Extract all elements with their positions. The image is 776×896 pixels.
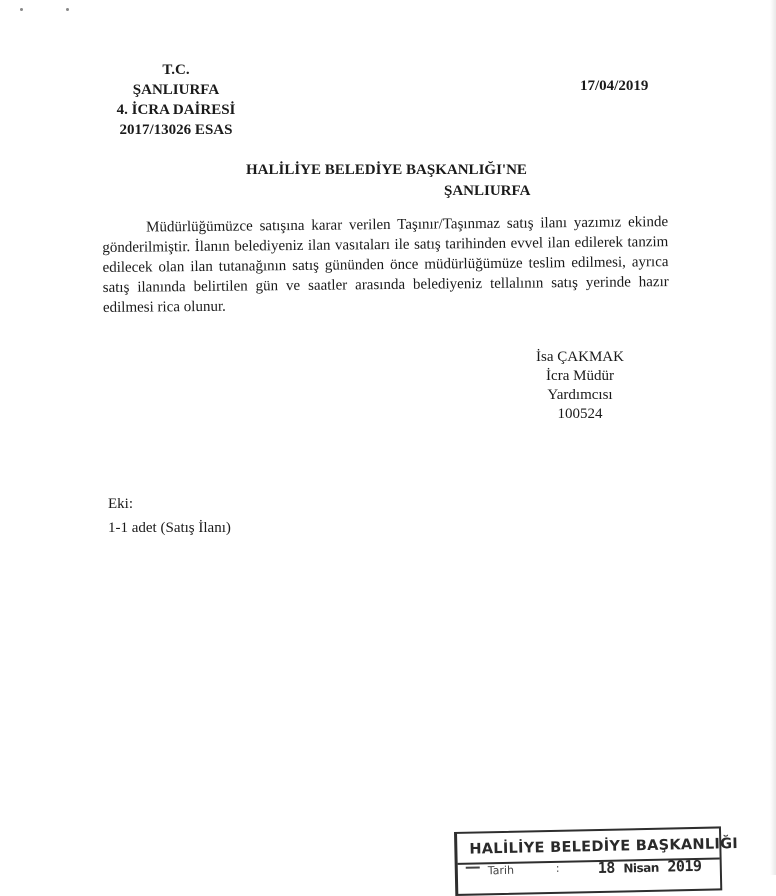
header-line-tc: T.C. <box>162 62 190 78</box>
attachment-item: 1-1 adet (Satış İlanı) <box>108 520 231 536</box>
stamp-date <box>598 857 702 877</box>
attachments-section <box>108 492 231 540</box>
scan-speck <box>66 8 69 11</box>
document-date: 17/04/2019 <box>580 78 649 94</box>
stamp-date-label: Tarih <box>487 863 515 878</box>
signature-block <box>518 348 642 424</box>
signer-number: 100524 <box>557 406 603 422</box>
signer-name: İsa ÇAKMAK <box>536 349 624 365</box>
scan-speck <box>20 8 23 11</box>
addressee-city: ŞANLIURFA <box>444 183 531 199</box>
signer-title: İcra Müdür Yardımcısı <box>546 368 614 403</box>
stamp-tick-mark <box>466 866 480 868</box>
letter-body <box>102 212 669 318</box>
header-line-office: 4. İCRA DAİRESİ <box>116 102 236 118</box>
header-line-city: ŞANLIURFA <box>132 82 220 98</box>
stamp-month: Nisan <box>623 860 659 876</box>
stamp-day: 18 <box>597 858 616 877</box>
issuer-header <box>100 60 252 140</box>
received-stamp <box>454 826 739 896</box>
attachments-label: Eki: <box>108 496 133 512</box>
stamp-title: HALİLİYE BELEDİYE BAŞKANLIĞI <box>469 836 739 858</box>
addressee-name: HALİLİYE BELEDİYE BAŞKANLIĞI'NE <box>246 162 527 178</box>
addressee <box>246 160 530 202</box>
stamp-year: 2019 <box>667 856 702 876</box>
header-line-file-number: 2017/13026 ESAS <box>119 122 233 138</box>
stamp-separator: : <box>555 861 560 875</box>
body-paragraph: Müdürlüğümüzce satışına karar verilen Taşınır/Taşınmaz satış ilanı yazımız ekinde gönderilmiştir. İlanın belediyeniz ilan vasıtaları ile satış tarihinden evvel ilan edilerek tanzim edilecek olan ilan tutanağının satış gününden önce müdürlüğümüze teslim edilmesi, ayrıca satış ilanında belirtilen gün ve saatler arasında belediyeniz tellalının satış yerinde hazır edilmesi rica olunur. <box>102 214 669 316</box>
page-edge <box>770 0 776 875</box>
